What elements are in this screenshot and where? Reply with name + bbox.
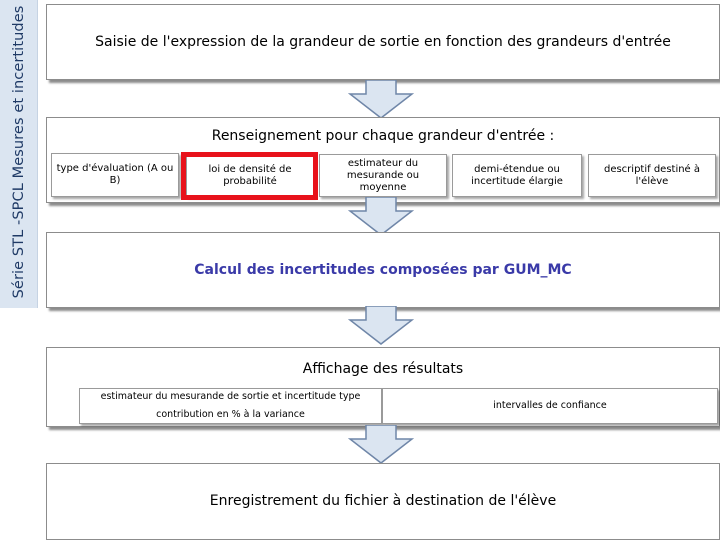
input-item-estimator	[319, 154, 447, 197]
step-3-title: Calcul des incertitudes composées par GUM_MC	[194, 262, 572, 278]
input-item-label: loi de densité de probabilité	[208, 163, 292, 187]
input-item-label: type d'évaluation (A ou B)	[56, 163, 174, 186]
step-3-box	[46, 232, 720, 308]
results-contribution-label: contribution en % à la variance	[156, 409, 305, 420]
step-5-title: Enregistrement du fichier à destination de l'élève	[209, 493, 557, 509]
arrow-down-icon	[348, 425, 414, 465]
input-item-label: descriptif destiné à l'élève	[603, 163, 701, 187]
step-1-box	[46, 4, 720, 80]
arrow-down-icon	[348, 306, 414, 346]
step-4-title: Affichage des résultats	[302, 361, 464, 377]
arrow-down-icon	[348, 80, 414, 120]
input-item-label: demi-étendue ou incertitude élargie	[471, 163, 563, 187]
results-confidence-box	[382, 388, 718, 424]
step-1-title: Saisie de l'expression de la grandeur de sortie en fonction des grandeurs d'entrée	[95, 34, 671, 50]
input-item-half-range	[452, 154, 582, 197]
step-5-box	[46, 463, 720, 540]
results-estimator-label: estimateur du mesurande de sortie et incertitude type	[100, 391, 361, 402]
arrow-down-icon	[348, 197, 414, 237]
highlight-frame	[181, 152, 318, 200]
input-item-label: estimateur du mesurande ou moyenne	[346, 157, 420, 193]
input-item-eval-type	[51, 153, 179, 197]
sidebar-title: Série STL -SPCL Mesures et incertitudes	[11, 5, 27, 299]
results-confidence-label: intervalles de confiance	[493, 400, 607, 411]
sidebar-banner	[0, 0, 38, 308]
results-estimator-box	[79, 388, 382, 424]
input-item-description	[588, 154, 716, 197]
step-2-title: Renseignement pour chaque grandeur d'entrée :	[211, 128, 555, 144]
